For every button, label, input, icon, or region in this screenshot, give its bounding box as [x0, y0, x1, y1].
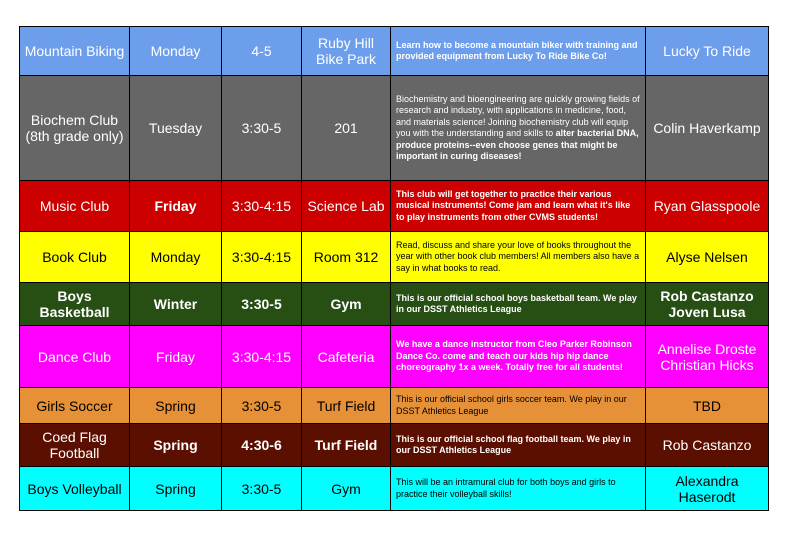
- location-cell: 201: [302, 76, 391, 181]
- club-name-cell: Boys Basketball: [20, 283, 130, 326]
- day-cell: Monday: [130, 232, 222, 283]
- club-name-cell: Music Club: [20, 181, 130, 232]
- sponsor-cell: Colin Haverkamp: [646, 76, 769, 181]
- day-cell: Friday: [130, 326, 222, 388]
- day-cell: Tuesday: [130, 76, 222, 181]
- sponsor-cell: Annelise Droste Christian Hicks: [646, 326, 769, 388]
- table-row: [20, 388, 769, 424]
- location-cell: Ruby Hill Bike Park: [302, 27, 391, 76]
- description-cell: We have a dance instructor from Cleo Parker Robinson Dance Co. come and teach our kids hip hip dance choreography 1x a week. Totally free for all students!: [391, 326, 646, 388]
- time-cell: 4-5: [222, 27, 302, 76]
- club-name-cell: Boys Volleyball: [20, 467, 130, 511]
- description-cell: This is our official school girls soccer team. We play in our DSST Athletics League: [391, 388, 646, 424]
- table-row: [20, 467, 769, 511]
- location-cell: Science Lab: [302, 181, 391, 232]
- day-cell: Spring: [130, 467, 222, 511]
- day-cell: Spring: [130, 388, 222, 424]
- description-text: Biochemistry and bioengineering are quickly growing fields of research and industry, with applications in medicine, food, and materials science! Joining biochemistry club will equip you with the understanding and skills to: [396, 93, 640, 138]
- club-name-cell: Dance Club: [20, 326, 130, 388]
- day-cell: Winter: [130, 283, 222, 326]
- sponsor-cell: Ryan Glasspoole: [646, 181, 769, 232]
- location-cell: Room 312: [302, 232, 391, 283]
- sponsor-cell: Rob Castanzo Joven Lusa: [646, 283, 769, 326]
- time-cell: 3:30-5: [222, 467, 302, 511]
- table-row: [20, 232, 769, 283]
- day-cell: Friday: [130, 181, 222, 232]
- table-row: [20, 326, 769, 388]
- time-cell: 3:30-4:15: [222, 181, 302, 232]
- day-cell: Spring: [130, 424, 222, 467]
- description-bold-text: alter bacterial DNA, produce proteins--even choose genes that might be important in curing diseases!: [396, 128, 639, 161]
- sponsor-cell: Alyse Nelsen: [646, 232, 769, 283]
- table-row: [20, 181, 769, 232]
- table-row: [20, 283, 769, 326]
- location-cell: Turf Field: [302, 424, 391, 467]
- club-name-cell: Book Club: [20, 232, 130, 283]
- clubs-table: [19, 26, 769, 511]
- club-name-cell: Biochem Club (8th grade only): [20, 76, 130, 181]
- location-cell: Gym: [302, 467, 391, 511]
- sponsor-cell: TBD: [646, 388, 769, 424]
- description-cell: Learn how to become a mountain biker with training and provided equipment from Lucky To Ride Bike Co!: [391, 27, 646, 76]
- table-row: [20, 27, 769, 76]
- day-cell: Monday: [130, 27, 222, 76]
- table-row: [20, 76, 769, 181]
- time-cell: 3:30-4:15: [222, 326, 302, 388]
- location-cell: Turf Field: [302, 388, 391, 424]
- description-cell: Read, discuss and share your love of books throughout the year with other book club members! All members also have a say in what books to read.: [391, 232, 646, 283]
- time-cell: 4:30-6: [222, 424, 302, 467]
- time-cell: 3:30-4:15: [222, 232, 302, 283]
- location-cell: Gym: [302, 283, 391, 326]
- description-cell: This is our official school flag football team. We play in our DSST Athletics League: [391, 424, 646, 467]
- sponsor-cell: Alexandra Haserodt: [646, 467, 769, 511]
- time-cell: 3:30-5: [222, 76, 302, 181]
- club-name-cell: Girls Soccer: [20, 388, 130, 424]
- club-name-cell: Coed Flag Football: [20, 424, 130, 467]
- sponsor-cell: Rob Castanzo: [646, 424, 769, 467]
- club-name-cell: Mountain Biking: [20, 27, 130, 76]
- description-cell: This will be an intramural club for both boys and girls to practice their volleyball skills!: [391, 467, 646, 511]
- sponsor-cell: Lucky To Ride: [646, 27, 769, 76]
- table-row: [20, 424, 769, 467]
- time-cell: 3:30-5: [222, 388, 302, 424]
- description-cell: This is our official school boys basketball team. We play in our DSST Athletics League: [391, 283, 646, 326]
- description-cell: This club will get together to practice their various musical instruments! Come jam and learn what it's like to play instruments from other CVMS students!: [391, 181, 646, 232]
- location-cell: Cafeteria: [302, 326, 391, 388]
- description-cell: [391, 76, 646, 181]
- time-cell: 3:30-5: [222, 283, 302, 326]
